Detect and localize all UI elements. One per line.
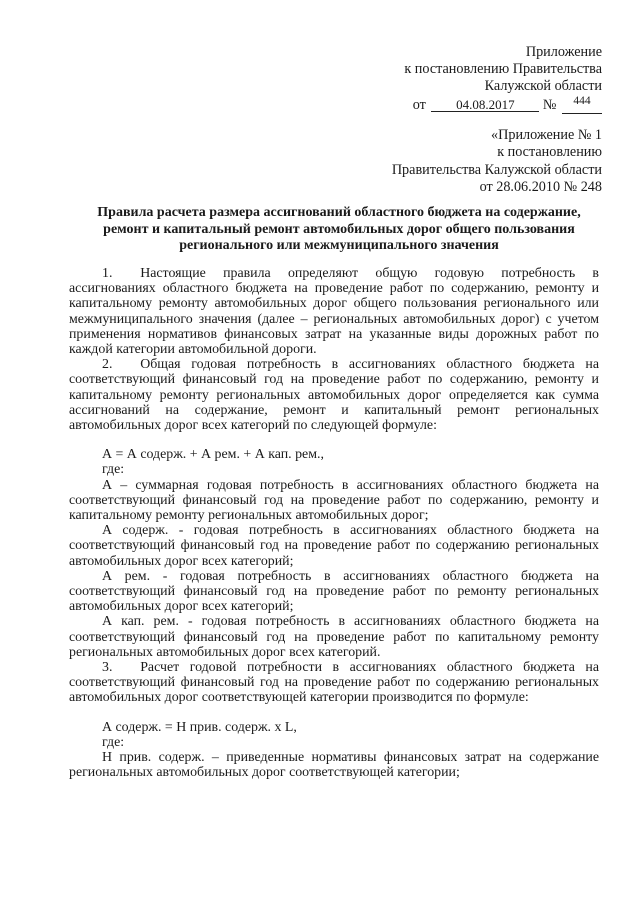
where-label-1: где: xyxy=(102,462,125,478)
approval-line-region: Калужской области xyxy=(484,78,602,94)
approval-line-annex: Приложение xyxy=(525,44,602,60)
paragraph-1: 1. Настоящие правила определяют общую годовую потребность в ассигнованиях областного бюджета на проведение работ по содержанию, ремонту и капитальному ремонту автомобильных дорог общего пользования регионального или межмуниципального значения (далее – региональных автомобильных дорог) с учетом применения нормативов финансовых затрат на указанные виды дорожных работ по каждой категории автомобильной дороги. xyxy=(69,266,599,358)
decree-number: 444 xyxy=(573,95,591,107)
formula-total: А = А содерж. + А рем. + А кап. рем., xyxy=(102,447,324,463)
definition-norm: Н прив. содерж. – приведенные нормативы финансовых затрат на содержание региональных автомобильных дорог соответствующей категории; xyxy=(69,750,599,781)
annex-line-4: от 28.06.2010 № 248 xyxy=(479,179,602,196)
where-label-2: где: xyxy=(102,734,125,750)
definition-capital-repair: А кап. рем. - годовая потребность в ассигнованиях областного бюджета на соответствующий финансовый год на проведение работ по капитальному ремонту региональных автомобильных дорог всех категорий. xyxy=(69,614,599,660)
title-line-3: регионального или межмуниципального значения xyxy=(179,238,499,254)
decree-date: 04.08.2017 xyxy=(431,98,539,112)
decree-number-field xyxy=(562,95,602,114)
formula-maintenance: А содерж. = Н прив. содерж. х L, xyxy=(102,719,297,735)
definition-total: А – суммарная годовая потребность в ассигнованиях областного бюджета на соответствующий финансовый год на проведение работ по содержанию, ремонту и капитальному ремонту региональных автомобильных дорог; xyxy=(69,477,599,524)
date-prefix: от xyxy=(412,97,426,113)
annex-block xyxy=(302,127,602,197)
document-title xyxy=(80,205,598,255)
definition-maintenance: А содерж. - годовая потребность в ассигнованиях областного бюджета на соответствующий финансовый год на проведение работ по содержанию региональных автомобильных дорог всех категорий; xyxy=(69,523,599,569)
approval-line-decree: к постановлению Правительства xyxy=(404,61,602,77)
title-line-2: ремонт и капитальный ремонт автомобильных дорог общего пользования xyxy=(103,221,575,237)
document-body xyxy=(69,266,599,781)
number-prefix: № xyxy=(542,97,557,113)
definition-repair: А рем. - годовая потребность в ассигнованиях областного бюджета на соответствующий финансовый год на проведение работ по ремонту региональных автомобильных дорог всех категорий; xyxy=(69,568,599,615)
paragraph-3: 3. Расчет годовой потребности в ассигнованиях областного бюджета на соответствующий финансовый год на проведение работ по содержанию региональных автомобильных дорог соответствующей категории производится по формуле: xyxy=(69,660,599,706)
approval-block xyxy=(302,44,602,114)
approval-date-number-line xyxy=(302,95,602,114)
annex-line-3: Правительства Калужской области xyxy=(391,161,602,178)
paragraph-2: 2. Общая годовая потребность в ассигнованиях областного бюджета на соответствующий финансовый год на проведение работ по содержанию, ремонту и капитальному ремонту региональных автомобильных дорог определяется как сумма ассигнований на содержание, ремонт и капитальный ремонт региональных автомобильных дорог всех категорий по следующей формуле: xyxy=(69,357,599,434)
annex-line-1: «Приложение № 1 xyxy=(491,127,602,143)
annex-line-2: к постановлению xyxy=(497,144,602,161)
title-line-1: Правила расчета размера ассигнований областного бюджета на содержание, xyxy=(97,205,581,220)
